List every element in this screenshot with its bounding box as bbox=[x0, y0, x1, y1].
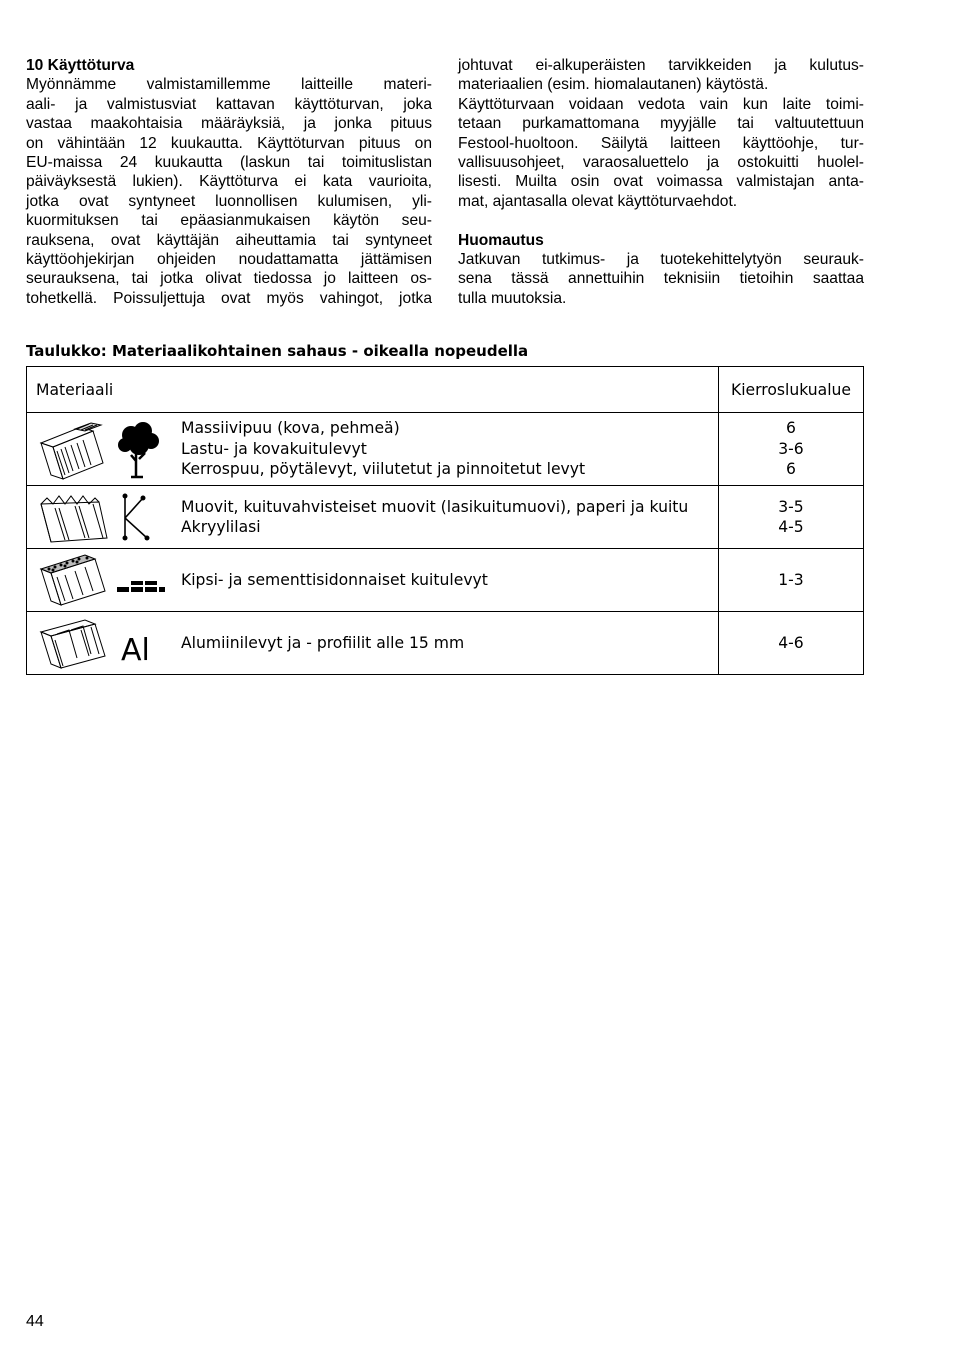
warranty-line: seurauksena, tai jotka olivat tiedossa jo laitteen os- bbox=[26, 270, 432, 288]
wood-tree-icon bbox=[27, 413, 173, 485]
table-row bbox=[27, 549, 864, 612]
table-row bbox=[27, 612, 864, 675]
material-speed-table bbox=[26, 366, 864, 675]
material-name: Lastu- ja kovakuitulevyt bbox=[181, 439, 367, 458]
column-header-speed: Kierroslukualue bbox=[719, 367, 864, 413]
speed-value: 4-5 bbox=[778, 518, 804, 536]
speed-value: 4-6 bbox=[778, 633, 804, 652]
warranty-line: tetaan purkamattomana myyjälle tai valtuutettuun bbox=[458, 115, 864, 133]
speed-value: 1-3 bbox=[778, 570, 804, 589]
warranty-line: vallisuusohjeet, varaosaluettelo ja ostokuitti huolel- bbox=[458, 154, 864, 172]
speed-value: 3-5 bbox=[778, 497, 804, 516]
warranty-line: kuormituksen tai epäasianmukaisen käytön seu- bbox=[26, 212, 432, 230]
warranty-line: mat, ajantasalla olevat käyttöturvaehdot. bbox=[458, 192, 738, 210]
warranty-line: tohetkellä. Poissuljettuja ovat myös vahingot, jotka bbox=[26, 289, 432, 307]
table-row bbox=[27, 413, 864, 486]
speed-value: 3-6 bbox=[778, 439, 804, 458]
material-name: Kerrospuu, pöytälevyt, viilutetut ja pinnoitetut levyt bbox=[181, 460, 586, 479]
column-header-material: Materiaali bbox=[27, 367, 719, 413]
warranty-line: Käyttöturvaan voidaan vedota vain kun laite toimi- bbox=[458, 95, 864, 113]
warranty-line: päiväyksestä lukien). Käyttöturva ei kata vaurioita, bbox=[26, 173, 432, 191]
speed-value: 6 bbox=[786, 460, 796, 479]
warranty-line: jotka ovat syntyneet luonnollisen kulumisen, yli- bbox=[26, 192, 432, 210]
warranty-line: materiaalien (esim. hiomalautanen) käytöstä. bbox=[458, 76, 769, 94]
warranty-line: EU-maissa 24 kuukautta (laskun tai toimituslistan bbox=[26, 154, 432, 172]
material-cell bbox=[27, 486, 719, 549]
note-line: tulla muutoksia. bbox=[458, 289, 567, 307]
aluminium-icon bbox=[27, 612, 173, 674]
brick-icon bbox=[27, 549, 173, 611]
speed-cell bbox=[719, 413, 864, 486]
warranty-line: Festool-huoltoon. Säilytä laitteen käyttöohje, tur- bbox=[458, 134, 864, 152]
warranty-line: lisesti. Muilta osin ovat voimassa valmistajan anta- bbox=[458, 173, 864, 191]
speed-cell bbox=[719, 549, 864, 612]
material-name: Muovit, kuituvahvisteiset muovit (lasikuitumuovi), paperi ja kuitu bbox=[181, 497, 689, 516]
warranty-line: vastaa maakohtaisia määräyksiä, ja jonka pituus bbox=[26, 115, 432, 133]
table-title: Taulukko: Materiaalikohtainen sahaus - oikealla nopeudella bbox=[26, 342, 529, 360]
note-line: Jatkuvan tutkimus- ja tuotekehittelytyön seurauk- bbox=[458, 251, 864, 269]
warranty-line: rauksena, ovat käyttäjän aiheuttamia tai syntyneet bbox=[26, 231, 432, 249]
speed-cell bbox=[719, 612, 864, 675]
warranty-line: on vähintään 12 kuukautta. Käyttöturvan pituus on bbox=[26, 134, 432, 152]
aluminium-icon-label: Al bbox=[121, 633, 150, 668]
material-cell bbox=[27, 413, 719, 486]
material-name: Kipsi- ja sementtisidonnaiset kuitulevyt bbox=[181, 570, 488, 589]
material-name: Akryylilasi bbox=[181, 518, 261, 536]
note-line: sena tässä annettuihin teknisiin tietoihin saattaa bbox=[458, 270, 864, 288]
material-cell bbox=[27, 549, 719, 612]
warranty-line: aali- ja valmistusviat kattavan käyttöturvan, joka bbox=[26, 95, 432, 113]
plastic-molecule-icon bbox=[27, 486, 173, 548]
page-number: 44 bbox=[26, 1313, 44, 1330]
warranty-line: käyttöohjekirjan ohjeiden noudattamatta jättämisen bbox=[26, 251, 432, 269]
speed-value: 6 bbox=[786, 419, 796, 438]
warranty-line: johtuvat ei-alkuperäisten tarvikkeiden ja kulutus- bbox=[458, 57, 864, 74]
warranty-section bbox=[26, 56, 432, 308]
material-cell bbox=[27, 612, 719, 675]
table-row bbox=[27, 486, 864, 549]
speed-cell bbox=[719, 486, 864, 549]
table-header-row bbox=[27, 367, 864, 413]
note-heading: Huomautus bbox=[458, 231, 544, 249]
warranty-continued-section bbox=[458, 56, 864, 308]
warranty-line: Myönnämme valmistamillemme laitteille materi- bbox=[26, 76, 432, 94]
warranty-heading: 10 Käyttöturva bbox=[26, 57, 135, 74]
material-name: Massiivipuu (kova, pehmeä) bbox=[181, 419, 400, 438]
material-name: Alumiinilevyt ja - profiilit alle 15 mm bbox=[181, 633, 465, 652]
